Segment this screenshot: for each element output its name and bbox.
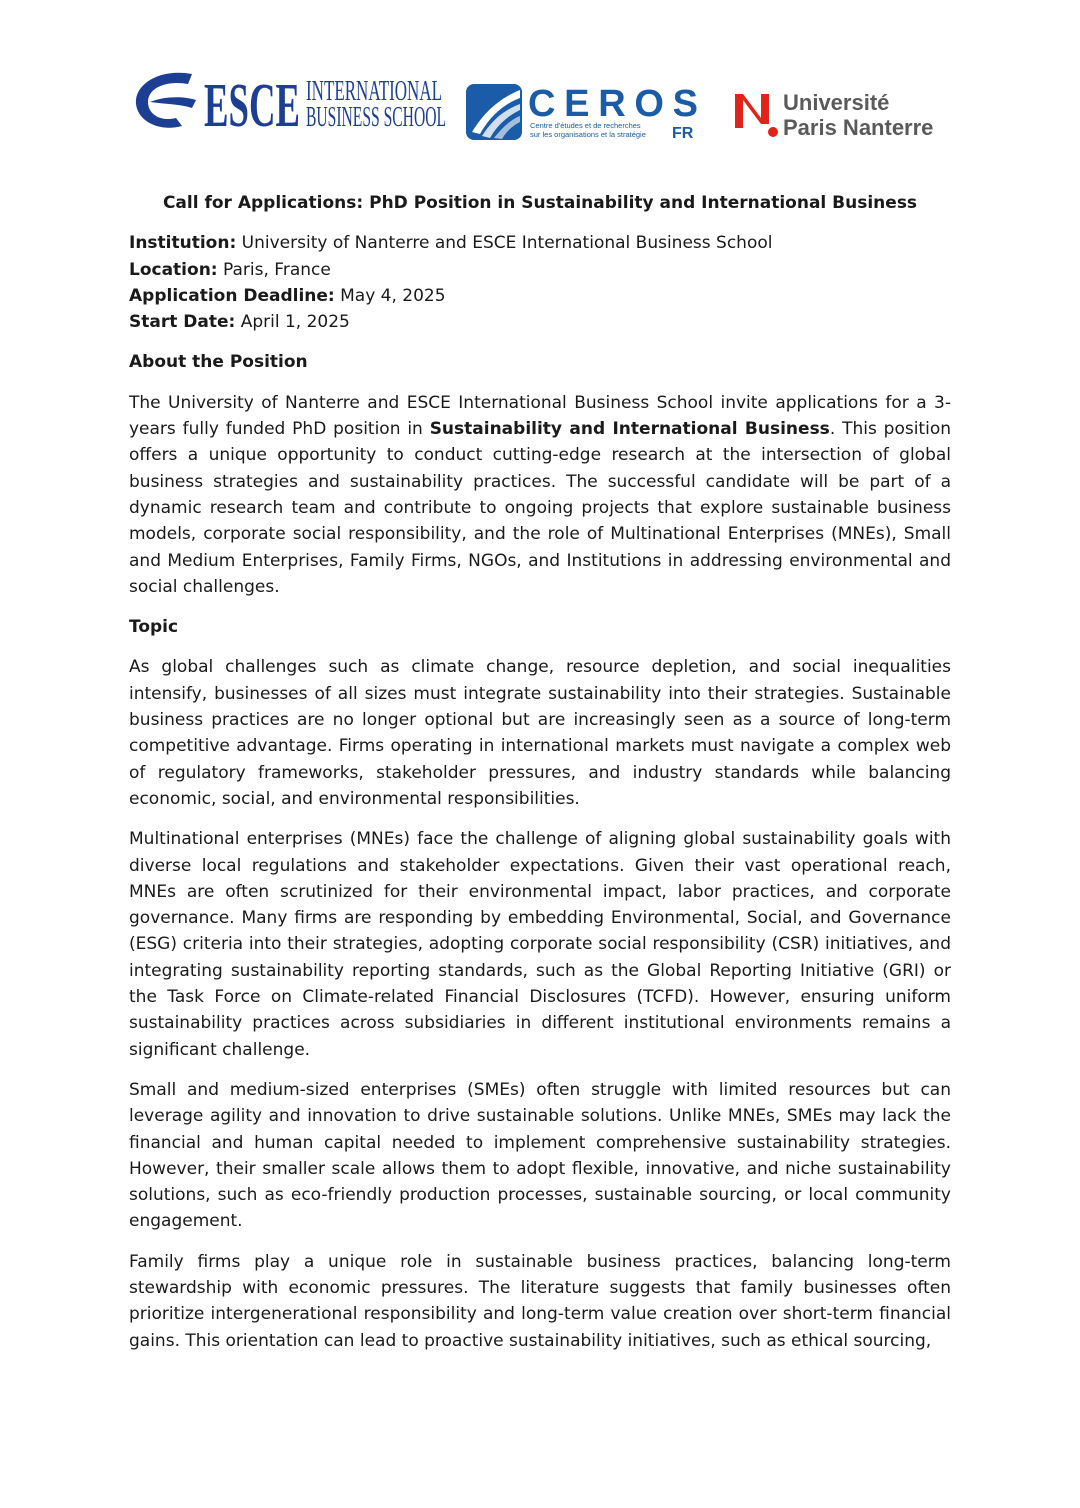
institution-value: University of Nanterre and ESCE International Business School [236,233,773,254]
esce-logo [130,66,450,138]
esce-swoosh-icon [136,73,196,128]
topic-heading: Topic [129,617,179,638]
about-text-end: . This position offers a unique opportunity to conduct cutting-edge research at the intersection of global business strategies and sustainability practices. The successful candidate will be part of a dynamic research team and contribute to ongoing projects that explore sustainable business models, corporate social responsibility, and the role of Multinational Enterprises (MNEs), Small and Medium Enterprises, Family Firms, NGOs, and Institutions in addressing environmental and social challenges. [129,419,951,597]
esce-line2: BUSINESS SCHOOL [306,101,446,133]
start-date-label: Start Date: [129,312,236,333]
ceros-line2: sur les organisations et la stratégie [530,130,646,139]
esce-line1: INTERNATIONAL [306,75,442,107]
start-date-value: April 1, 2025 [235,312,350,333]
ceros-emblem-icon [466,84,522,140]
about-text-bold: Sustainability and International Business [429,419,830,440]
ceros-line1: Centre d'études et de recherches [530,121,641,130]
nanterre-line1: Université [783,90,890,115]
institution-label: Institution: [129,233,237,254]
location-value: Paris, France [217,259,331,280]
nanterre-logo [733,88,953,140]
about-heading: About the Position [129,352,308,373]
logo-header [0,0,1080,160]
about-paragraph [129,390,951,600]
position-details [129,230,951,335]
location-row [129,257,951,283]
nanterre-n-icon [735,94,778,137]
deadline-value: May 4, 2025 [334,285,446,306]
topic-paragraph-2: Multinational enterprises (MNEs) face the challenge of aligning global sustainability goals with diverse local regulations and stakeholder expectations. Given their vast operational reach, MNEs are often scrutinized for their environmental impact, labor practices, and corporate governance. Many firms are responding by embedding Environmental, Social, and Governance (ESG) criteria into their strategies, adopting corporate social responsibility (CSR) initiatives, and integrating sustainability reporting standards, such as the Global Reporting Initiative (GRI) or the Task Force on Climate-related Financial Disclosures (TCFD). However, ensuring uniform sustainability practices across subsidiaries in different institutional environments remains a significant challenge. [129,829,951,1060]
page-title: Call for Applications: PhD Position in Sustainability and International Business [162,193,918,213]
document-body [129,190,951,1354]
deadline-label: Application Deadline: [129,285,335,306]
esce-mark: ESCE [204,72,300,138]
institution-row [129,230,951,256]
topic-paragraph-1: As global challenges such as climate change, resource depletion, and social inequalities intensify, businesses of all sizes must integrate sustainability into their strategies. Sustainable business practices are no longer optional but are increasingly seen as a source of long-term competitive advantage. Firms operating in international markets must navigate a complex web of regulatory frameworks, stakeholder pressures, and industry standards while balancing economic, social, and environmental responsibilities. [129,657,951,809]
ceros-mark: CEROS [528,83,698,125]
ceros-fr: FR [672,125,694,142]
location-label: Location: [129,259,218,280]
ceros-logo [464,82,704,144]
about-text-start: The University of Nanterre and ESCE International Business School invite applications for a 3-years fully funded PhD position in [129,392,951,440]
deadline-row [129,283,951,309]
topic-paragraph-3: Small and medium-sized enterprises (SMEs) often struggle with limited resources but can leverage agility and innovation to drive sustainable solutions. Unlike MNEs, SMEs may lack the financial and human capital needed to implement comprehensive sustainability strategies. However, their smaller scale allows them to adopt flexible, innovative, and niche sustainability solutions, such as eco-friendly production processes, sustainable sourcing, or local community engagement. [129,1079,951,1232]
start-date-row [129,309,951,335]
nanterre-line2: Paris Nanterre [783,115,934,140]
topic-paragraph-4: Family firms play a unique role in sustainable business practices, balancing long-term stewardship with economic pressures. The literature suggests that family businesses often prioritize intergenerational responsibility and long-term value creation over short-term financial gains. This orientation can lead to proactive sustainability initiatives, such as ethical sourcing, [129,1251,951,1351]
